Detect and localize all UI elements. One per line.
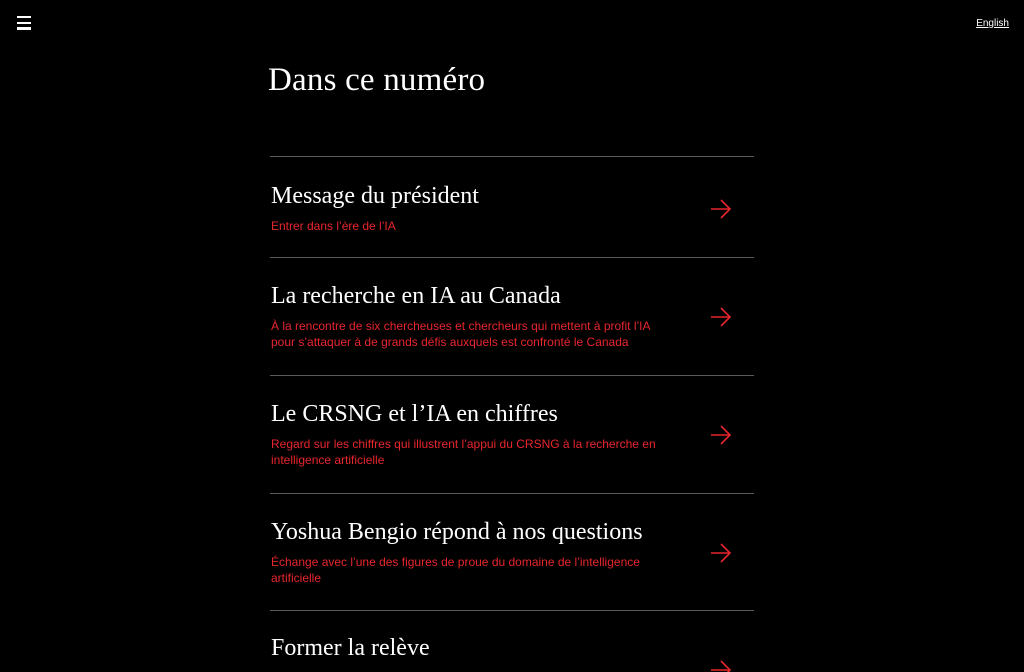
item-description: Entrer dans l’ère de l’IA	[271, 219, 396, 233]
arrow-right-icon[interactable]	[710, 198, 732, 220]
arrow-right-icon[interactable]	[710, 306, 732, 328]
menu-bar	[17, 22, 31, 24]
item-description: Échange avec l’une des figures de proue du domaine de l’intelligence artificielle	[271, 555, 640, 585]
issue-item-nserc-ai-figures[interactable]	[270, 375, 754, 493]
page-title: Dans ce numéro	[268, 62, 486, 98]
issue-item-ai-research-canada[interactable]	[270, 257, 754, 375]
item-description: À la rencontre de six chercheuses et chercheurs qui mettent à profit l’IA pour s’attaquer à de grands défis auxquels est confronté le Canada	[271, 319, 650, 349]
menu-bar	[17, 27, 31, 29]
arrow-right-icon[interactable]	[710, 542, 732, 564]
item-description: Regard sur les chiffres qui illustrent l’appui du CRSNG à la recherche en intelligence artificielle	[271, 437, 656, 467]
language-toggle-link[interactable]: English	[976, 18, 1009, 29]
item-title: Yoshua Bengio répond à nos questions	[271, 519, 643, 545]
menu-bar	[17, 16, 31, 18]
arrow-right-icon[interactable]	[710, 659, 732, 672]
item-title: La recherche en IA au Canada	[271, 283, 561, 309]
issue-item-president-message[interactable]	[270, 156, 754, 257]
item-title: Le CRSNG et l’IA en chiffres	[271, 401, 558, 427]
arrow-right-icon[interactable]	[710, 424, 732, 446]
hamburger-menu-icon[interactable]	[17, 16, 31, 30]
issue-item-next-generation[interactable]	[270, 610, 754, 672]
issue-list	[270, 156, 754, 672]
issue-item-bengio-interview[interactable]	[270, 493, 754, 610]
item-title: Former la relève	[271, 635, 430, 661]
item-title: Message du président	[271, 183, 479, 209]
